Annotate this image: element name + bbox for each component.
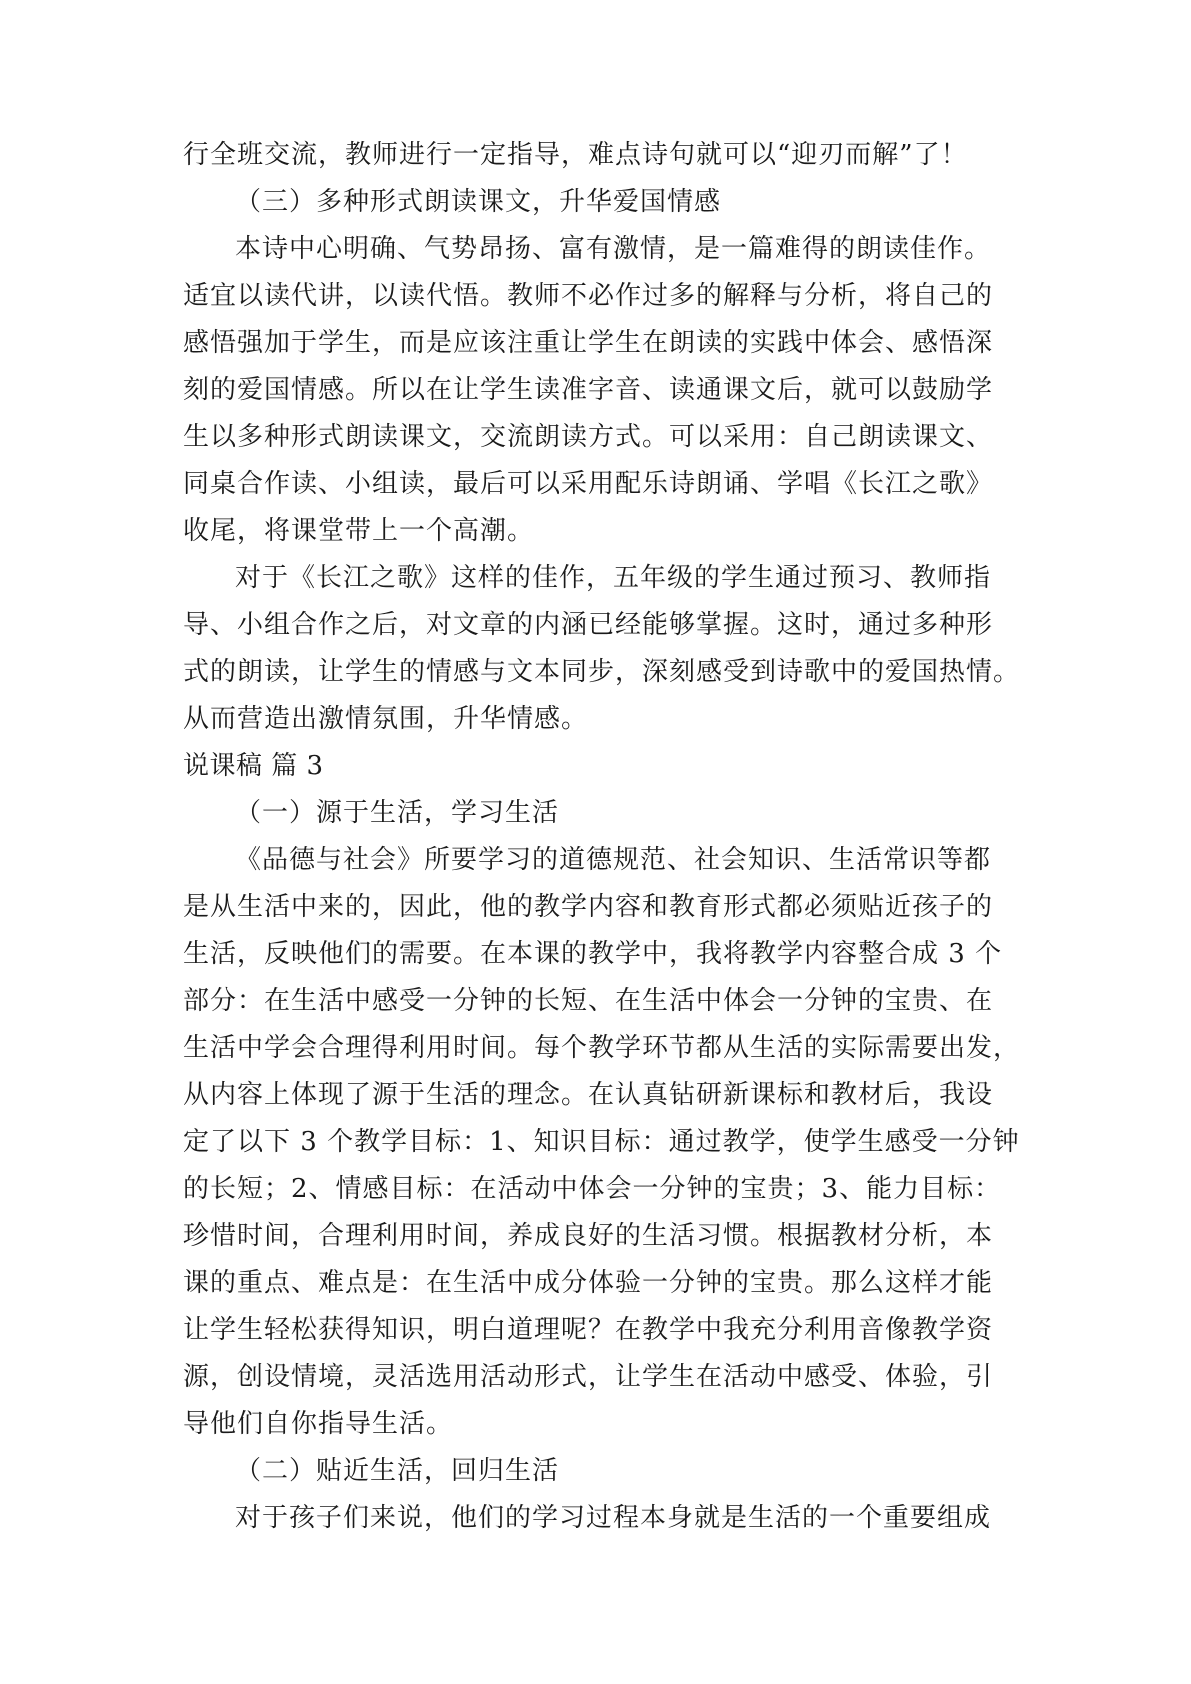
document-body bbox=[183, 132, 1021, 1542]
section-heading: （一）源于生活，学习生活 bbox=[235, 798, 560, 828]
text-line: 式的朗读，让学生的情感与文本同步，深刻感受到诗歌中的爱国热情。 bbox=[183, 657, 1021, 687]
text-line: 部分：在生活中感受一分钟的长短、在生活中体会一分钟的宝贵、在 bbox=[183, 986, 994, 1016]
text-line: 生以多种形式朗读课文，交流朗读方式。可以采用：自己朗读课文、 bbox=[183, 422, 994, 452]
text-line: 行全班交流，教师进行一定指导，难点诗句就可以“迎刃而解”了！ bbox=[183, 140, 968, 170]
text-line: 同桌合作读、小组读，最后可以采用配乐诗朗诵、学唱《长江之歌》 bbox=[183, 469, 994, 499]
text-line: 导他们自你指导生活。 bbox=[183, 1409, 454, 1439]
text-line: 的长短；2、情感目标：在活动中体会一分钟的宝贵；3、能力目标： bbox=[183, 1174, 1002, 1204]
article-title: 说课稿 篇 3 bbox=[183, 751, 324, 781]
paragraph-start-line: 对于《长江之歌》这样的佳作，五年级的学生通过预习、教师指 bbox=[235, 563, 992, 593]
paragraph-start-line: 本诗中心明确、气势昂扬、富有激情，是一篇难得的朗读佳作。 bbox=[235, 234, 992, 264]
text-line: 是从生活中来的，因此，他的教学内容和教育形式都必须贴近孩子的 bbox=[183, 892, 994, 922]
section-heading: （三）多种形式朗读课文，升华爱国情感 bbox=[235, 187, 722, 217]
text-line: 珍惜时间，合理利用时间，养成良好的生活习惯。根据教材分析，本 bbox=[183, 1221, 994, 1251]
text-line: 从而营造出激情氛围，升华情感。 bbox=[183, 704, 589, 734]
text-line: 收尾，将课堂带上一个高潮。 bbox=[183, 516, 535, 546]
text-line: 定了以下 3 个教学目标：1、知识目标：通过教学，使学生感受一分钟 bbox=[183, 1127, 1020, 1157]
text-line: 导、小组合作之后，对文章的内涵已经能够掌握。这时，通过多种形 bbox=[183, 610, 994, 640]
text-line: 生活中学会合理得利用时间。每个教学环节都从生活的实际需要出发， bbox=[183, 1033, 1021, 1063]
paragraph-start-line: 对于孩子们来说，他们的学习过程本身就是生活的一个重要组成 bbox=[235, 1503, 992, 1533]
text-line: 刻的爱国情感。所以在让学生读准字音、读通课文后，就可以鼓励学 bbox=[183, 375, 994, 405]
text-line: 课的重点、难点是：在生活中成分体验一分钟的宝贵。那么这样才能 bbox=[183, 1268, 994, 1298]
text-line: 源，创设情境，灵活选用活动形式，让学生在活动中感受、体验，引 bbox=[183, 1362, 994, 1392]
section-heading: （二）贴近生活，回归生活 bbox=[235, 1456, 560, 1486]
text-line: 感悟强加于学生，而是应该注重让学生在朗读的实践中体会、感悟深 bbox=[183, 328, 994, 358]
text-line: 生活，反映他们的需要。在本课的教学中，我将教学内容整合成 3 个 bbox=[183, 939, 1003, 969]
text-line: 从内容上体现了源于生活的理念。在认真钻研新课标和教材后，我设 bbox=[183, 1080, 994, 1110]
text-line: 适宜以读代讲，以读代悟。教师不必作过多的解释与分析，将自己的 bbox=[183, 281, 994, 311]
paragraph-start-line: 《品德与社会》所要学习的道德规范、社会知识、生活常识等都 bbox=[235, 845, 992, 875]
text-line: 让学生轻松获得知识，明白道理呢？在教学中我充分利用音像教学资 bbox=[183, 1315, 994, 1345]
